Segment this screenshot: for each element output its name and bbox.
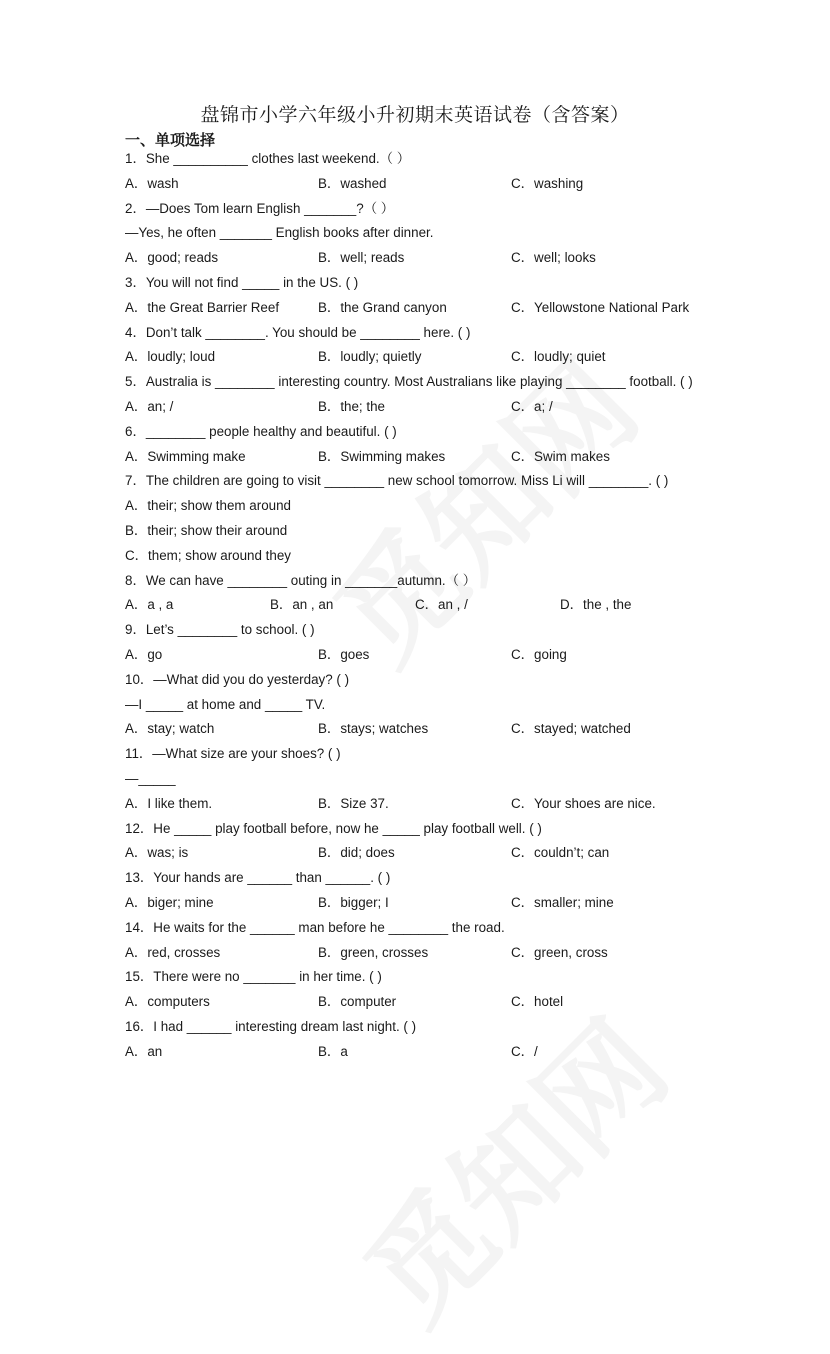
question-stem: 2．—Does Tom learn English _______?（ ） bbox=[125, 200, 395, 216]
options-row bbox=[125, 397, 745, 422]
question-stem: 5．Australia is ________ interesting country. Most Australians like playing ________ football. ( ) bbox=[125, 374, 693, 390]
question-stem: 9．Let’s ________ to school. ( ) bbox=[125, 622, 315, 638]
question-stem: 15．There were no _______ in her time. ( ) bbox=[125, 969, 382, 985]
answer-option[interactable]: B．green, crosses bbox=[318, 944, 429, 960]
question-stem: 4．Don’t talk ________. You should be ________ here. ( ) bbox=[125, 324, 471, 340]
answer-option[interactable]: A．computers bbox=[125, 994, 210, 1010]
answer-option[interactable]: A．good; reads bbox=[125, 250, 219, 266]
answer-option[interactable]: A．was; is bbox=[125, 845, 189, 861]
answer-option[interactable]: B．an , an bbox=[270, 597, 334, 613]
question-stem: 1．She __________ clothes last weekend.（ ） bbox=[125, 151, 411, 166]
answer-option[interactable]: C．stayed; watched bbox=[511, 721, 631, 737]
answer-option[interactable]: A．Swimming make bbox=[125, 448, 246, 464]
options-row bbox=[125, 298, 745, 323]
answer-option[interactable]: B．washed bbox=[318, 175, 387, 191]
answer-option[interactable]: C．well; looks bbox=[511, 250, 596, 266]
question-list bbox=[125, 149, 745, 1066]
answer-option[interactable]: A．the Great Barrier Reef bbox=[125, 299, 280, 315]
answer-option[interactable]: C．Your shoes are nice. bbox=[511, 795, 656, 811]
answer-option[interactable]: A．I like them. bbox=[125, 795, 213, 811]
answer-option[interactable]: C．an , / bbox=[415, 597, 468, 613]
answer-option[interactable]: B．computer bbox=[318, 994, 397, 1010]
answer-option[interactable]: C．them; show around they bbox=[125, 547, 291, 563]
options-row bbox=[125, 347, 745, 372]
options-row bbox=[125, 943, 745, 968]
question-stem: 12．He _____ play football before, now he _____ play football well. ( ) bbox=[125, 820, 542, 836]
answer-option[interactable]: C．green, cross bbox=[511, 944, 608, 960]
question-dialogue: —_____ bbox=[125, 770, 176, 786]
options-row bbox=[125, 645, 745, 670]
answer-option[interactable]: C．couldn’t; can bbox=[511, 845, 610, 861]
answer-option[interactable]: B．Size 37. bbox=[318, 795, 389, 811]
answer-option[interactable]: B．a bbox=[318, 1043, 348, 1059]
options-row bbox=[125, 248, 745, 273]
answer-option[interactable]: C．a; / bbox=[511, 398, 553, 414]
question-stem: 10．—What did you do yesterday? ( ) bbox=[125, 671, 350, 687]
answer-option[interactable]: B．did; does bbox=[318, 845, 395, 861]
answer-option[interactable]: A．red, crosses bbox=[125, 944, 221, 960]
question-stem: 8．We can have ________ outing in _______autumn.（ ） bbox=[125, 572, 477, 588]
answer-option[interactable]: B．loudly; quietly bbox=[318, 349, 422, 365]
question-stem: 7．The children are going to visit ________ new school tomorrow. Miss Li will ________. ( ) bbox=[125, 473, 669, 489]
answer-option[interactable]: A．an bbox=[125, 1043, 163, 1059]
question-stem: 13．Your hands are ______ than ______. ( ) bbox=[125, 870, 391, 886]
answer-option[interactable]: A．biger; mine bbox=[125, 894, 214, 910]
answer-option[interactable]: B．stays; watches bbox=[318, 721, 429, 737]
answer-option[interactable]: C．going bbox=[511, 646, 567, 662]
question-stem: 6．________ people healthy and beautiful. ( ) bbox=[125, 423, 397, 439]
answer-option[interactable]: C．loudly; quiet bbox=[511, 349, 606, 365]
answer-option[interactable]: A．go bbox=[125, 646, 163, 662]
answer-option[interactable]: B．their; show their around bbox=[125, 522, 288, 538]
options-row bbox=[125, 1042, 745, 1067]
answer-option[interactable]: B．Swimming makes bbox=[318, 448, 446, 464]
answer-option[interactable]: D．the , the bbox=[560, 597, 632, 613]
options-row bbox=[125, 719, 745, 744]
answer-option[interactable]: B．the Grand canyon bbox=[318, 299, 447, 315]
answer-option[interactable]: B．the; the bbox=[318, 398, 385, 414]
question-stem: 14．He waits for the ______ man before he ________ the road. bbox=[125, 919, 505, 935]
answer-option[interactable]: A．an; / bbox=[125, 398, 174, 414]
answer-option[interactable]: A．their; show them around bbox=[125, 498, 291, 514]
answer-option[interactable]: C．washing bbox=[511, 175, 584, 191]
question-dialogue: —Yes, he often _______ English books after dinner. bbox=[125, 225, 434, 241]
options-row bbox=[125, 893, 745, 918]
question-stem: 3．You will not find _____ in the US. ( ) bbox=[125, 274, 359, 290]
answer-option[interactable]: C．Swim makes bbox=[511, 448, 610, 464]
answer-option[interactable]: B．goes bbox=[318, 646, 370, 662]
answer-option[interactable]: A．a , a bbox=[125, 597, 174, 613]
page-title: 盘锦市小学六年级小升初期末英语试卷（含答案） bbox=[200, 104, 630, 126]
question-dialogue: —I _____ at home and _____ TV. bbox=[125, 696, 326, 712]
answer-option[interactable]: A．stay; watch bbox=[125, 721, 215, 737]
section-heading: 一、单项选择 bbox=[125, 131, 216, 149]
answer-option[interactable]: C．/ bbox=[511, 1043, 538, 1059]
answer-option[interactable]: A．wash bbox=[125, 175, 179, 191]
answer-option[interactable]: B．well; reads bbox=[318, 250, 405, 266]
options-row bbox=[125, 794, 745, 819]
answer-option[interactable]: C．Yellowstone National Park bbox=[511, 299, 690, 315]
options-row bbox=[125, 174, 745, 199]
options-row bbox=[125, 595, 745, 620]
question-stem: 16．I had ______ interesting dream last night. ( ) bbox=[125, 1018, 417, 1034]
question-stem: 11．—What size are your shoes? ( ) bbox=[125, 746, 341, 762]
options-row bbox=[125, 992, 745, 1017]
answer-option[interactable]: C．smaller; mine bbox=[511, 894, 614, 910]
answer-option[interactable]: A．loudly; loud bbox=[125, 349, 216, 365]
answer-option[interactable]: B．bigger; I bbox=[318, 894, 389, 910]
answer-option[interactable]: C．hotel bbox=[511, 994, 564, 1010]
options-row bbox=[125, 843, 745, 868]
options-row bbox=[125, 447, 745, 472]
